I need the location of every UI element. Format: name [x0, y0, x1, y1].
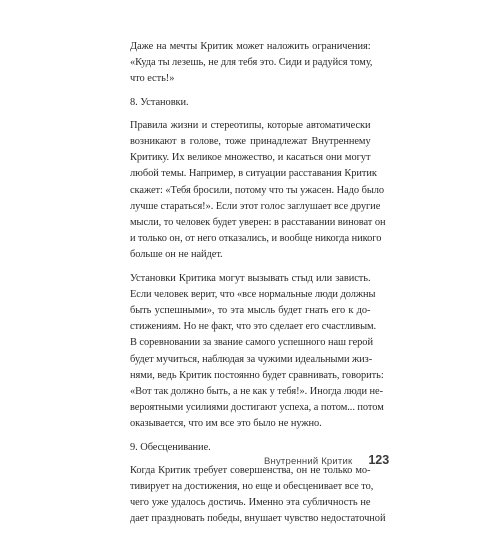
text-line: мысли, то человек будет уверен: в расставании виноват он — [130, 217, 386, 229]
paragraph-rules — [130, 118, 386, 264]
heading-ustanovki — [130, 95, 373, 111]
text-line: будет мучиться, наблюдая за чужими идеальными жиз- — [130, 353, 373, 365]
text-line: Если человек верит, что «все нормальные люди должны — [130, 288, 376, 300]
text-line: дает праздновать победы, внушает чувство недостаточной — [130, 513, 386, 525]
text-line: больше он не найдет. — [130, 249, 223, 261]
text-line: Правила жизни и стереотипы, которые автоматически — [130, 119, 371, 131]
running-title: Внутренний Критик — [264, 456, 353, 467]
paragraph-dreams — [130, 39, 373, 88]
text-line: Установки Критика могут вызывать стыд или зависть. — [130, 272, 371, 284]
text-line: 8. Установки. — [130, 96, 189, 108]
page-number: 123 — [368, 453, 390, 467]
text-line: что есть!» — [130, 73, 175, 85]
text-line: стижениям. Но не факт, что это сделает его счастливым. — [130, 321, 377, 333]
text-line: Даже на мечты Критик может наложить ограничения: — [130, 41, 371, 52]
text-line: возникают в голове, тоже принадлежат Внутреннему — [130, 136, 371, 148]
text-line: вероятными усилиями достигают успеха, а потом... потом — [130, 402, 384, 414]
text-line: чего уже удалось достичь. Именно эта субличность не — [130, 497, 371, 509]
text-line: тивирует на достижения, но еще и обесценивает все то, — [130, 481, 374, 493]
paragraph-shame-envy — [130, 271, 384, 433]
text-line: «Куда ты лезешь, не для тебя это. Сиди и радуйся тому, — [130, 57, 373, 69]
text-line: нями, ведь Критик постоянно будет сравнивать, говорить: — [130, 369, 384, 381]
text-line: «Вот так должно быть, а не как у тебя!». Иногда люди не- — [130, 386, 383, 398]
text-line: оказывается, что им все это было не нужно. — [130, 418, 322, 430]
page-footer — [264, 453, 389, 467]
text-line: быть успешными», то эта мысль будет гнать его к до- — [130, 305, 371, 317]
text-line: 9. Обесценивание. — [130, 441, 211, 453]
text-line: Критику. Их великое множество, и касаться они могут — [130, 152, 371, 164]
text-line: В соревновании за звание самого успешного наш герой — [130, 337, 373, 349]
paragraph-perfection — [130, 463, 386, 528]
text-line: Когда Критик требует совершенства, он не только мо- — [130, 464, 371, 476]
text-line: и только он, от него отказались, и вообще никогда никого — [130, 233, 382, 245]
text-line: лучше стараться!». Если этот голос заглушает все другие — [130, 200, 381, 212]
text-line: любой темы. Например, в ситуации расставания Критик — [130, 168, 377, 180]
text-line: скажет: «Тебя бросили, потому что ты ужасен. Надо было — [130, 184, 385, 196]
